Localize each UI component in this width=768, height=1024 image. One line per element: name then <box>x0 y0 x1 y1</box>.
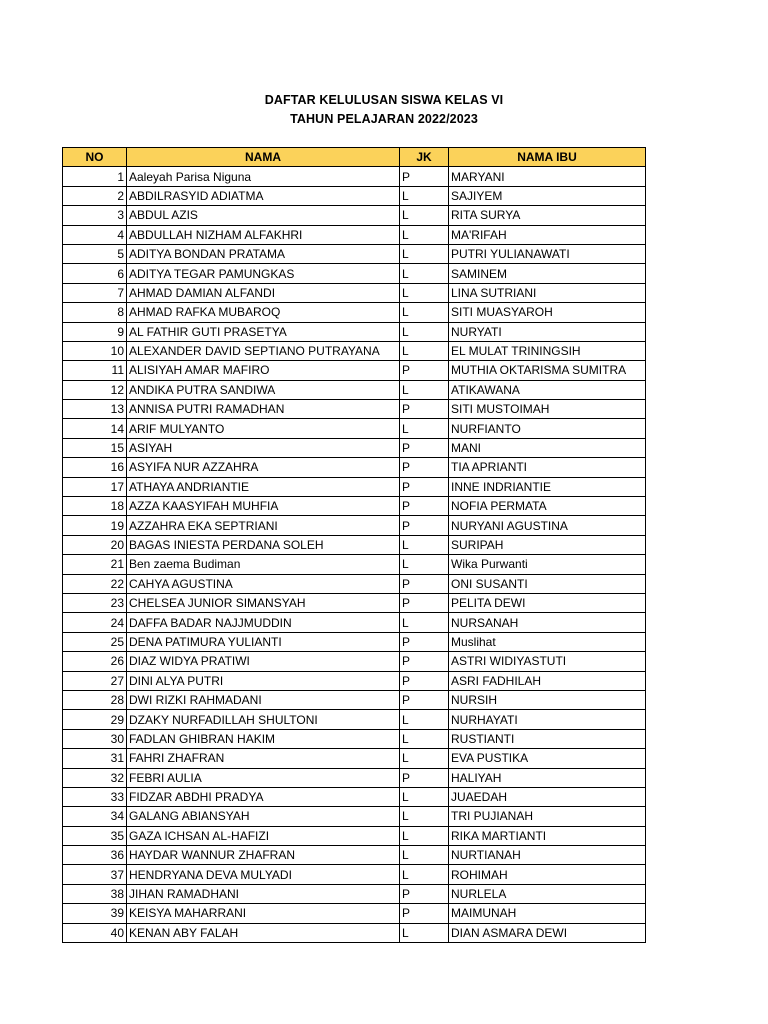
table-row <box>63 186 646 205</box>
table-row <box>63 361 646 380</box>
table-row <box>63 225 646 244</box>
cell-no: 2 <box>63 186 127 205</box>
cell-mother-name: NURHAYATI <box>449 710 646 729</box>
cell-no: 27 <box>63 671 127 690</box>
column-header-no: NO <box>63 148 127 167</box>
cell-mother-name: MUTHIA OKTARISMA SUMITRA <box>449 361 646 380</box>
cell-gender: L <box>400 535 449 554</box>
cell-student-name: DWI RIZKI RAHMADANI <box>127 690 400 709</box>
cell-student-name: FAHRI ZHAFRAN <box>127 749 400 768</box>
table-row <box>63 400 646 419</box>
table-row <box>63 671 646 690</box>
cell-gender: P <box>400 167 449 186</box>
cell-student-name: ANDIKA PUTRA SANDIWA <box>127 380 400 399</box>
table-row <box>63 904 646 923</box>
cell-gender: L <box>400 380 449 399</box>
cell-gender: P <box>400 904 449 923</box>
cell-no: 20 <box>63 535 127 554</box>
cell-gender: L <box>400 555 449 574</box>
cell-student-name: HAYDAR WANNUR ZHAFRAN <box>127 846 400 865</box>
cell-student-name: ALISIYAH AMAR MAFIRO <box>127 361 400 380</box>
cell-student-name: Aaleyah Parisa Niguna <box>127 167 400 186</box>
cell-gender: L <box>400 186 449 205</box>
cell-student-name: AZZA KAASYIFAH MUHFIA <box>127 497 400 516</box>
cell-gender: P <box>400 884 449 903</box>
table-header-row <box>63 148 646 167</box>
column-header-ibu: NAMA IBU <box>449 148 646 167</box>
cell-mother-name: TRI PUJIANAH <box>449 807 646 826</box>
document-title-block <box>0 91 768 129</box>
cell-gender: L <box>400 206 449 225</box>
table-row <box>63 613 646 632</box>
cell-no: 31 <box>63 749 127 768</box>
cell-mother-name: SAMINEM <box>449 264 646 283</box>
table-row <box>63 768 646 787</box>
cell-gender: L <box>400 225 449 244</box>
cell-gender: L <box>400 244 449 263</box>
cell-student-name: ANNISA PUTRI RAMADHAN <box>127 400 400 419</box>
cell-mother-name: NOFIA PERMATA <box>449 497 646 516</box>
cell-mother-name: DIAN ASMARA DEWI <box>449 923 646 942</box>
table-row <box>63 167 646 186</box>
cell-mother-name: MAIMUNAH <box>449 904 646 923</box>
cell-gender: P <box>400 497 449 516</box>
cell-mother-name: NURYANI AGUSTINA <box>449 516 646 535</box>
cell-gender: L <box>400 710 449 729</box>
cell-no: 25 <box>63 632 127 651</box>
cell-no: 14 <box>63 419 127 438</box>
cell-no: 26 <box>63 652 127 671</box>
cell-gender: P <box>400 516 449 535</box>
cell-no: 28 <box>63 690 127 709</box>
cell-student-name: ATHAYA ANDRIANTIE <box>127 477 400 496</box>
cell-gender: P <box>400 400 449 419</box>
cell-mother-name: HALIYAH <box>449 768 646 787</box>
cell-gender: P <box>400 632 449 651</box>
cell-mother-name: PELITA DEWI <box>449 593 646 612</box>
cell-no: 11 <box>63 361 127 380</box>
cell-student-name: KENAN ABY FALAH <box>127 923 400 942</box>
cell-mother-name: EVA PUSTIKA <box>449 749 646 768</box>
cell-no: 34 <box>63 807 127 826</box>
cell-mother-name: Muslihat <box>449 632 646 651</box>
cell-no: 30 <box>63 729 127 748</box>
cell-student-name: DIAZ WIDYA PRATIWI <box>127 652 400 671</box>
cell-no: 5 <box>63 244 127 263</box>
cell-gender: L <box>400 729 449 748</box>
cell-student-name: ABDULLAH NIZHAM ALFAKHRI <box>127 225 400 244</box>
table-row <box>63 438 646 457</box>
cell-gender: L <box>400 787 449 806</box>
cell-student-name: HENDRYANA DEVA MULYADI <box>127 865 400 884</box>
cell-mother-name: ROHIMAH <box>449 865 646 884</box>
table-row <box>63 477 646 496</box>
cell-gender: L <box>400 923 449 942</box>
cell-no: 7 <box>63 283 127 302</box>
table-row <box>63 535 646 554</box>
cell-gender: L <box>400 865 449 884</box>
cell-student-name: ARIF MULYANTO <box>127 419 400 438</box>
cell-mother-name: INNE INDRIANTIE <box>449 477 646 496</box>
cell-mother-name: NURLELA <box>449 884 646 903</box>
column-header-nama: NAMA <box>127 148 400 167</box>
cell-no: 15 <box>63 438 127 457</box>
cell-mother-name: ASRI FADHILAH <box>449 671 646 690</box>
cell-no: 32 <box>63 768 127 787</box>
cell-no: 13 <box>63 400 127 419</box>
table-row <box>63 303 646 322</box>
cell-no: 1 <box>63 167 127 186</box>
cell-no: 16 <box>63 458 127 477</box>
graduation-table <box>62 147 646 943</box>
cell-no: 36 <box>63 846 127 865</box>
cell-gender: P <box>400 361 449 380</box>
table-row <box>63 710 646 729</box>
cell-mother-name: EL MULAT TRININGSIH <box>449 341 646 360</box>
cell-student-name: AHMAD RAFKA MUBAROQ <box>127 303 400 322</box>
document-subtitle: TAHUN PELAJARAN 2022/2023 <box>290 112 478 126</box>
cell-gender: P <box>400 690 449 709</box>
cell-gender: L <box>400 749 449 768</box>
table-row <box>63 283 646 302</box>
table-row <box>63 807 646 826</box>
cell-student-name: DENA PATIMURA YULIANTI <box>127 632 400 651</box>
table-row <box>63 206 646 225</box>
cell-student-name: GAZA ICHSAN AL-HAFIZI <box>127 826 400 845</box>
cell-mother-name: TIA APRIANTI <box>449 458 646 477</box>
cell-no: 40 <box>63 923 127 942</box>
cell-student-name: BAGAS INIESTA PERDANA SOLEH <box>127 535 400 554</box>
cell-no: 29 <box>63 710 127 729</box>
cell-no: 38 <box>63 884 127 903</box>
cell-student-name: CAHYA AGUSTINA <box>127 574 400 593</box>
table-row <box>63 923 646 942</box>
table-row <box>63 244 646 263</box>
cell-gender: L <box>400 826 449 845</box>
cell-mother-name: RIKA MARTIANTI <box>449 826 646 845</box>
cell-student-name: ASIYAH <box>127 438 400 457</box>
cell-student-name: ABDUL AZIS <box>127 206 400 225</box>
table-row <box>63 458 646 477</box>
cell-no: 12 <box>63 380 127 399</box>
cell-student-name: KEISYA MAHARRANI <box>127 904 400 923</box>
cell-no: 22 <box>63 574 127 593</box>
cell-no: 21 <box>63 555 127 574</box>
table-row <box>63 497 646 516</box>
cell-mother-name: ONI SUSANTI <box>449 574 646 593</box>
cell-mother-name: SITI MUSTOIMAH <box>449 400 646 419</box>
document-title: DAFTAR KELULUSAN SISWA KELAS VI <box>264 93 504 107</box>
cell-student-name: ADITYA BONDAN PRATAMA <box>127 244 400 263</box>
cell-mother-name: RUSTIANTI <box>449 729 646 748</box>
table-row <box>63 826 646 845</box>
cell-student-name: FADLAN GHIBRAN HAKIM <box>127 729 400 748</box>
cell-mother-name: Wika Purwanti <box>449 555 646 574</box>
table-row <box>63 729 646 748</box>
table-row <box>63 749 646 768</box>
cell-mother-name: MANI <box>449 438 646 457</box>
cell-student-name: DZAKY NURFADILLAH SHULTONI <box>127 710 400 729</box>
cell-gender: P <box>400 768 449 787</box>
cell-mother-name: MARYANI <box>449 167 646 186</box>
cell-no: 3 <box>63 206 127 225</box>
cell-student-name: DINI ALYA PUTRI <box>127 671 400 690</box>
cell-no: 33 <box>63 787 127 806</box>
cell-mother-name: RITA SURYA <box>449 206 646 225</box>
cell-gender: L <box>400 322 449 341</box>
cell-mother-name: NURTIANAH <box>449 846 646 865</box>
cell-student-name: ABDILRASYID ADIATMA <box>127 186 400 205</box>
cell-mother-name: ASTRI WIDIYASTUTI <box>449 652 646 671</box>
cell-student-name: AHMAD DAMIAN ALFANDI <box>127 283 400 302</box>
cell-no: 35 <box>63 826 127 845</box>
cell-gender: P <box>400 477 449 496</box>
table-row <box>63 322 646 341</box>
cell-mother-name: SAJIYEM <box>449 186 646 205</box>
cell-no: 39 <box>63 904 127 923</box>
cell-gender: L <box>400 341 449 360</box>
cell-gender: P <box>400 574 449 593</box>
cell-no: 8 <box>63 303 127 322</box>
cell-student-name: ADITYA TEGAR PAMUNGKAS <box>127 264 400 283</box>
table-body <box>63 167 646 943</box>
cell-student-name: CHELSEA JUNIOR SIMANSYAH <box>127 593 400 612</box>
cell-gender: P <box>400 438 449 457</box>
table-row <box>63 865 646 884</box>
cell-mother-name: ATIKAWANA <box>449 380 646 399</box>
cell-mother-name: LINA SUTRIANI <box>449 283 646 302</box>
table-row <box>63 632 646 651</box>
table-row <box>63 341 646 360</box>
cell-student-name: Ben zaema Budiman <box>127 555 400 574</box>
cell-no: 6 <box>63 264 127 283</box>
cell-student-name: AZZAHRA EKA SEPTRIANI <box>127 516 400 535</box>
cell-no: 17 <box>63 477 127 496</box>
cell-mother-name: NURYATI <box>449 322 646 341</box>
cell-gender: L <box>400 613 449 632</box>
cell-mother-name: PUTRI YULIANAWATI <box>449 244 646 263</box>
cell-gender: P <box>400 593 449 612</box>
cell-no: 24 <box>63 613 127 632</box>
column-header-jk: JK <box>400 148 449 167</box>
cell-gender: P <box>400 671 449 690</box>
table-row <box>63 555 646 574</box>
cell-mother-name: SITI MUASYAROH <box>449 303 646 322</box>
table-row <box>63 690 646 709</box>
cell-mother-name: SURIPAH <box>449 535 646 554</box>
cell-gender: P <box>400 458 449 477</box>
table-row <box>63 846 646 865</box>
table-row <box>63 593 646 612</box>
cell-student-name: ALEXANDER DAVID SEPTIANO PUTRAYANA <box>127 341 400 360</box>
cell-student-name: ASYIFA NUR AZZAHRA <box>127 458 400 477</box>
cell-gender: L <box>400 807 449 826</box>
cell-no: 37 <box>63 865 127 884</box>
table-row <box>63 419 646 438</box>
cell-gender: L <box>400 303 449 322</box>
table-row <box>63 652 646 671</box>
cell-student-name: DAFFA BADAR NAJJMUDDIN <box>127 613 400 632</box>
cell-mother-name: MA'RIFAH <box>449 225 646 244</box>
cell-no: 19 <box>63 516 127 535</box>
table-row <box>63 574 646 593</box>
cell-no: 10 <box>63 341 127 360</box>
cell-gender: L <box>400 264 449 283</box>
cell-gender: L <box>400 283 449 302</box>
cell-gender: P <box>400 652 449 671</box>
cell-student-name: FEBRI AULIA <box>127 768 400 787</box>
cell-no: 9 <box>63 322 127 341</box>
cell-student-name: FIDZAR ABDHI PRADYA <box>127 787 400 806</box>
cell-no: 23 <box>63 593 127 612</box>
cell-student-name: JIHAN RAMADHANI <box>127 884 400 903</box>
cell-mother-name: NURSIH <box>449 690 646 709</box>
cell-no: 18 <box>63 497 127 516</box>
table-row <box>63 264 646 283</box>
cell-mother-name: JUAEDAH <box>449 787 646 806</box>
cell-mother-name: NURFIANTO <box>449 419 646 438</box>
table-row <box>63 884 646 903</box>
cell-student-name: GALANG ABIANSYAH <box>127 807 400 826</box>
table-row <box>63 787 646 806</box>
cell-gender: L <box>400 419 449 438</box>
cell-student-name: AL FATHIR GUTI PRASETYA <box>127 322 400 341</box>
table-row <box>63 380 646 399</box>
cell-mother-name: NURSANAH <box>449 613 646 632</box>
table-row <box>63 516 646 535</box>
cell-gender: L <box>400 846 449 865</box>
cell-no: 4 <box>63 225 127 244</box>
